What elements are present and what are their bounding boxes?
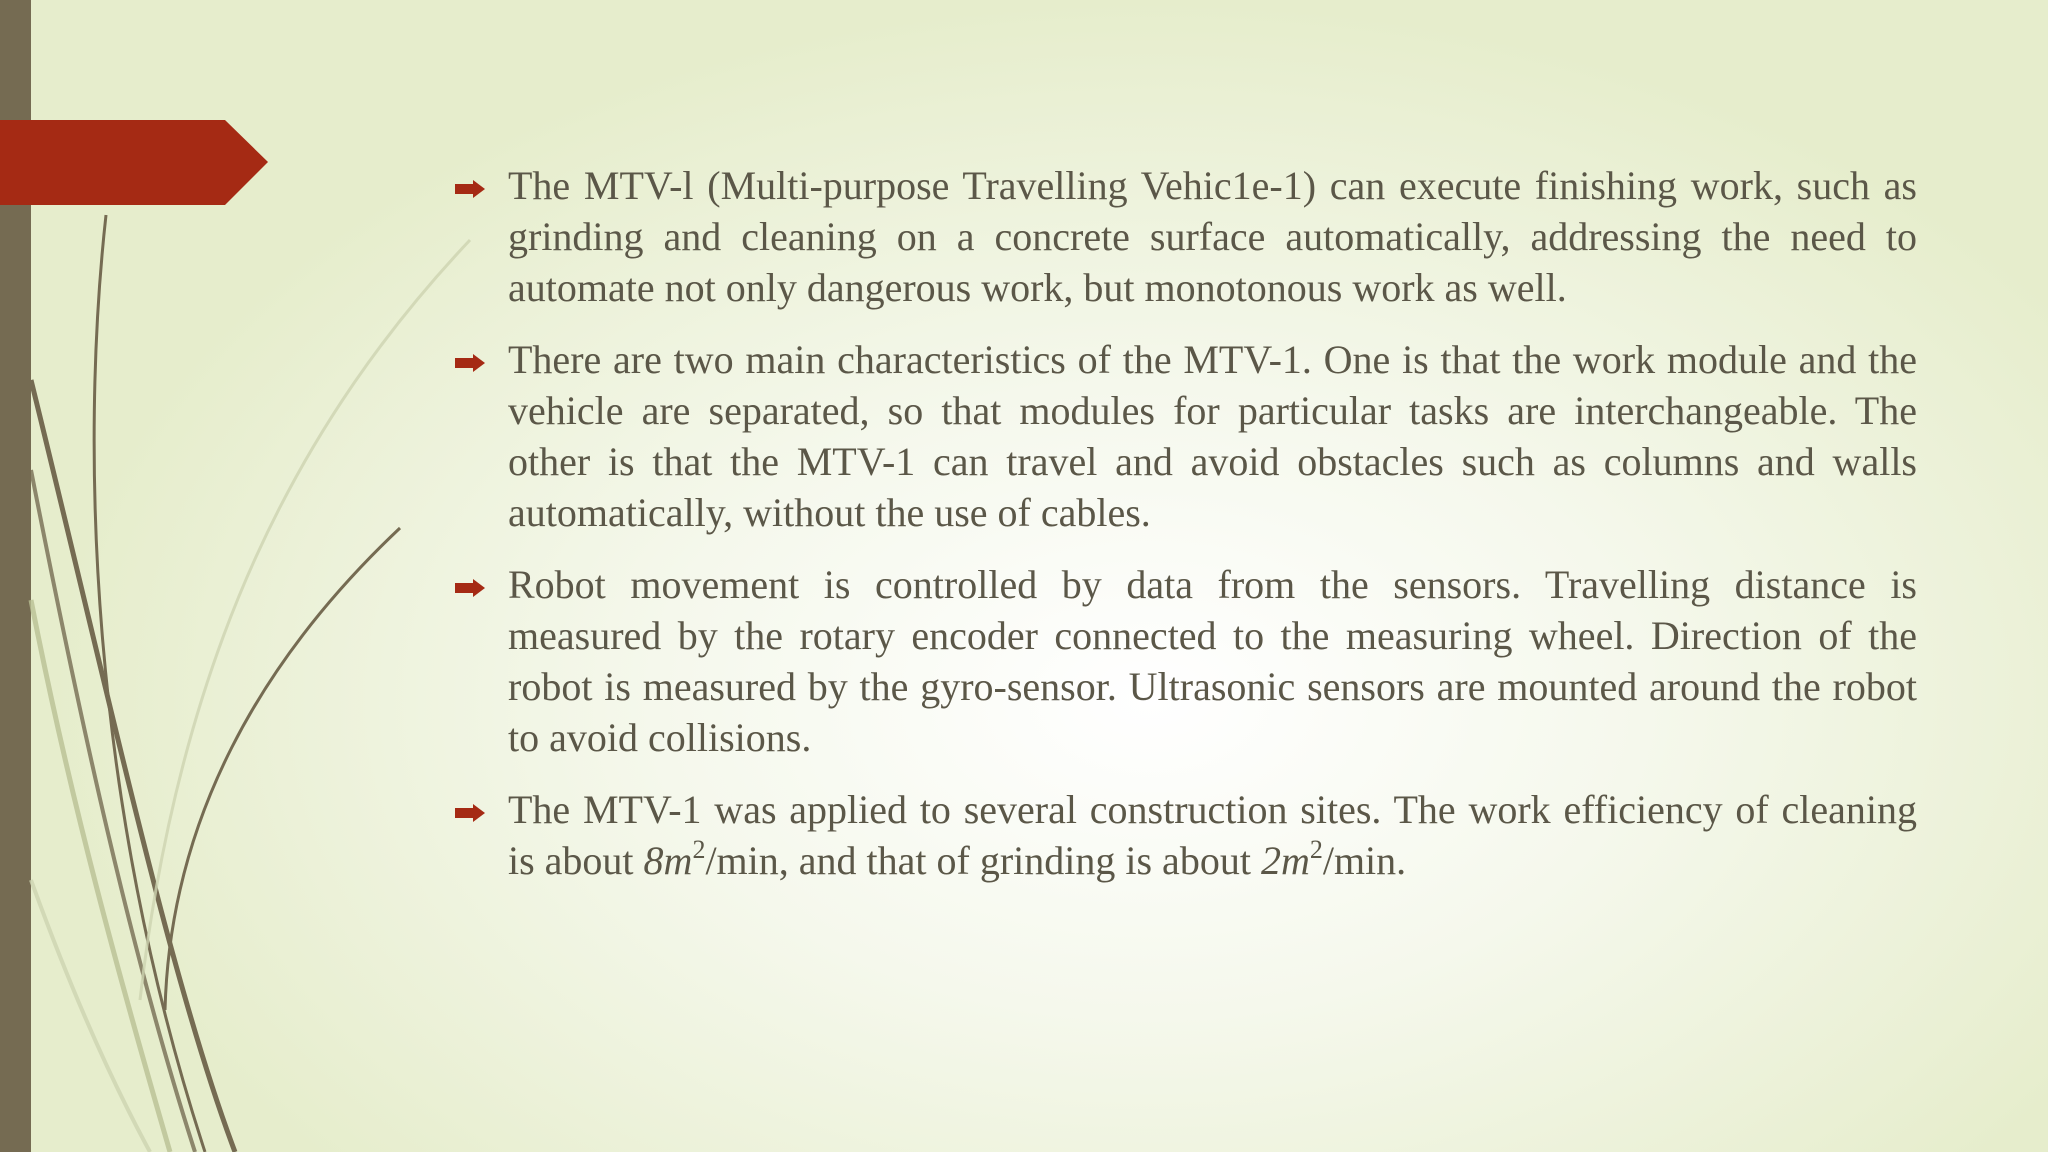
- bullet-text: [508, 784, 1917, 886]
- cleaning-rate-formula: [643, 835, 706, 883]
- bullet-list: [455, 160, 1917, 907]
- bullet-item: [455, 160, 1917, 313]
- bullet-text-intro: The MTV-1 was applied to several construction sites. The work efficiency of cleaning is about: [508, 787, 1917, 883]
- bullet-text-end: /min.: [1322, 838, 1407, 883]
- arrow-bullet-icon: [455, 579, 485, 597]
- cleaning-value: 8: [643, 838, 664, 883]
- bullet-item: [455, 559, 1917, 763]
- bullet-text: Robot movement is controlled by data from the sensors. Travelling distance is measured by the rotary encoder connected to the measuring wheel. Direction of the robot is measured by the gyro-sensor. Ultrasonic sensors are mounted around the robot to avoid collisions.: [508, 562, 1917, 760]
- unit-exponent: 2: [692, 835, 706, 864]
- title-tab-arrow: [0, 120, 268, 205]
- unit-variable: m: [663, 838, 693, 883]
- bullet-item: [455, 784, 1917, 886]
- arrow-bullet-icon: [455, 804, 485, 822]
- unit-exponent: 2: [1309, 835, 1323, 864]
- arrow-bullet-icon: [455, 354, 485, 372]
- bullet-item: [455, 334, 1917, 538]
- arrow-bullet-icon: [455, 180, 485, 198]
- unit-variable: m: [1280, 838, 1310, 883]
- bullet-text-middle: /min, and that of grinding is about: [705, 838, 1261, 883]
- grinding-rate-formula: [1260, 835, 1323, 883]
- bullet-text: The MTV-l (Multi-purpose Travelling Vehic1e-1) can execute finishing work, such as grinding and cleaning on a concrete surface automatically, addressing the need to automate not only dangerous work, but monotonous work as well.: [508, 163, 1917, 310]
- grinding-value: 2: [1260, 838, 1281, 883]
- bullet-text: There are two main characteristics of the MTV-1. One is that the work module and the vehicle are separated, so that modules for particular tasks are interchangeable. The other is that the MTV-1 can travel and avoid obstacles such as columns and walls automatically, without the use of cables.: [508, 337, 1917, 535]
